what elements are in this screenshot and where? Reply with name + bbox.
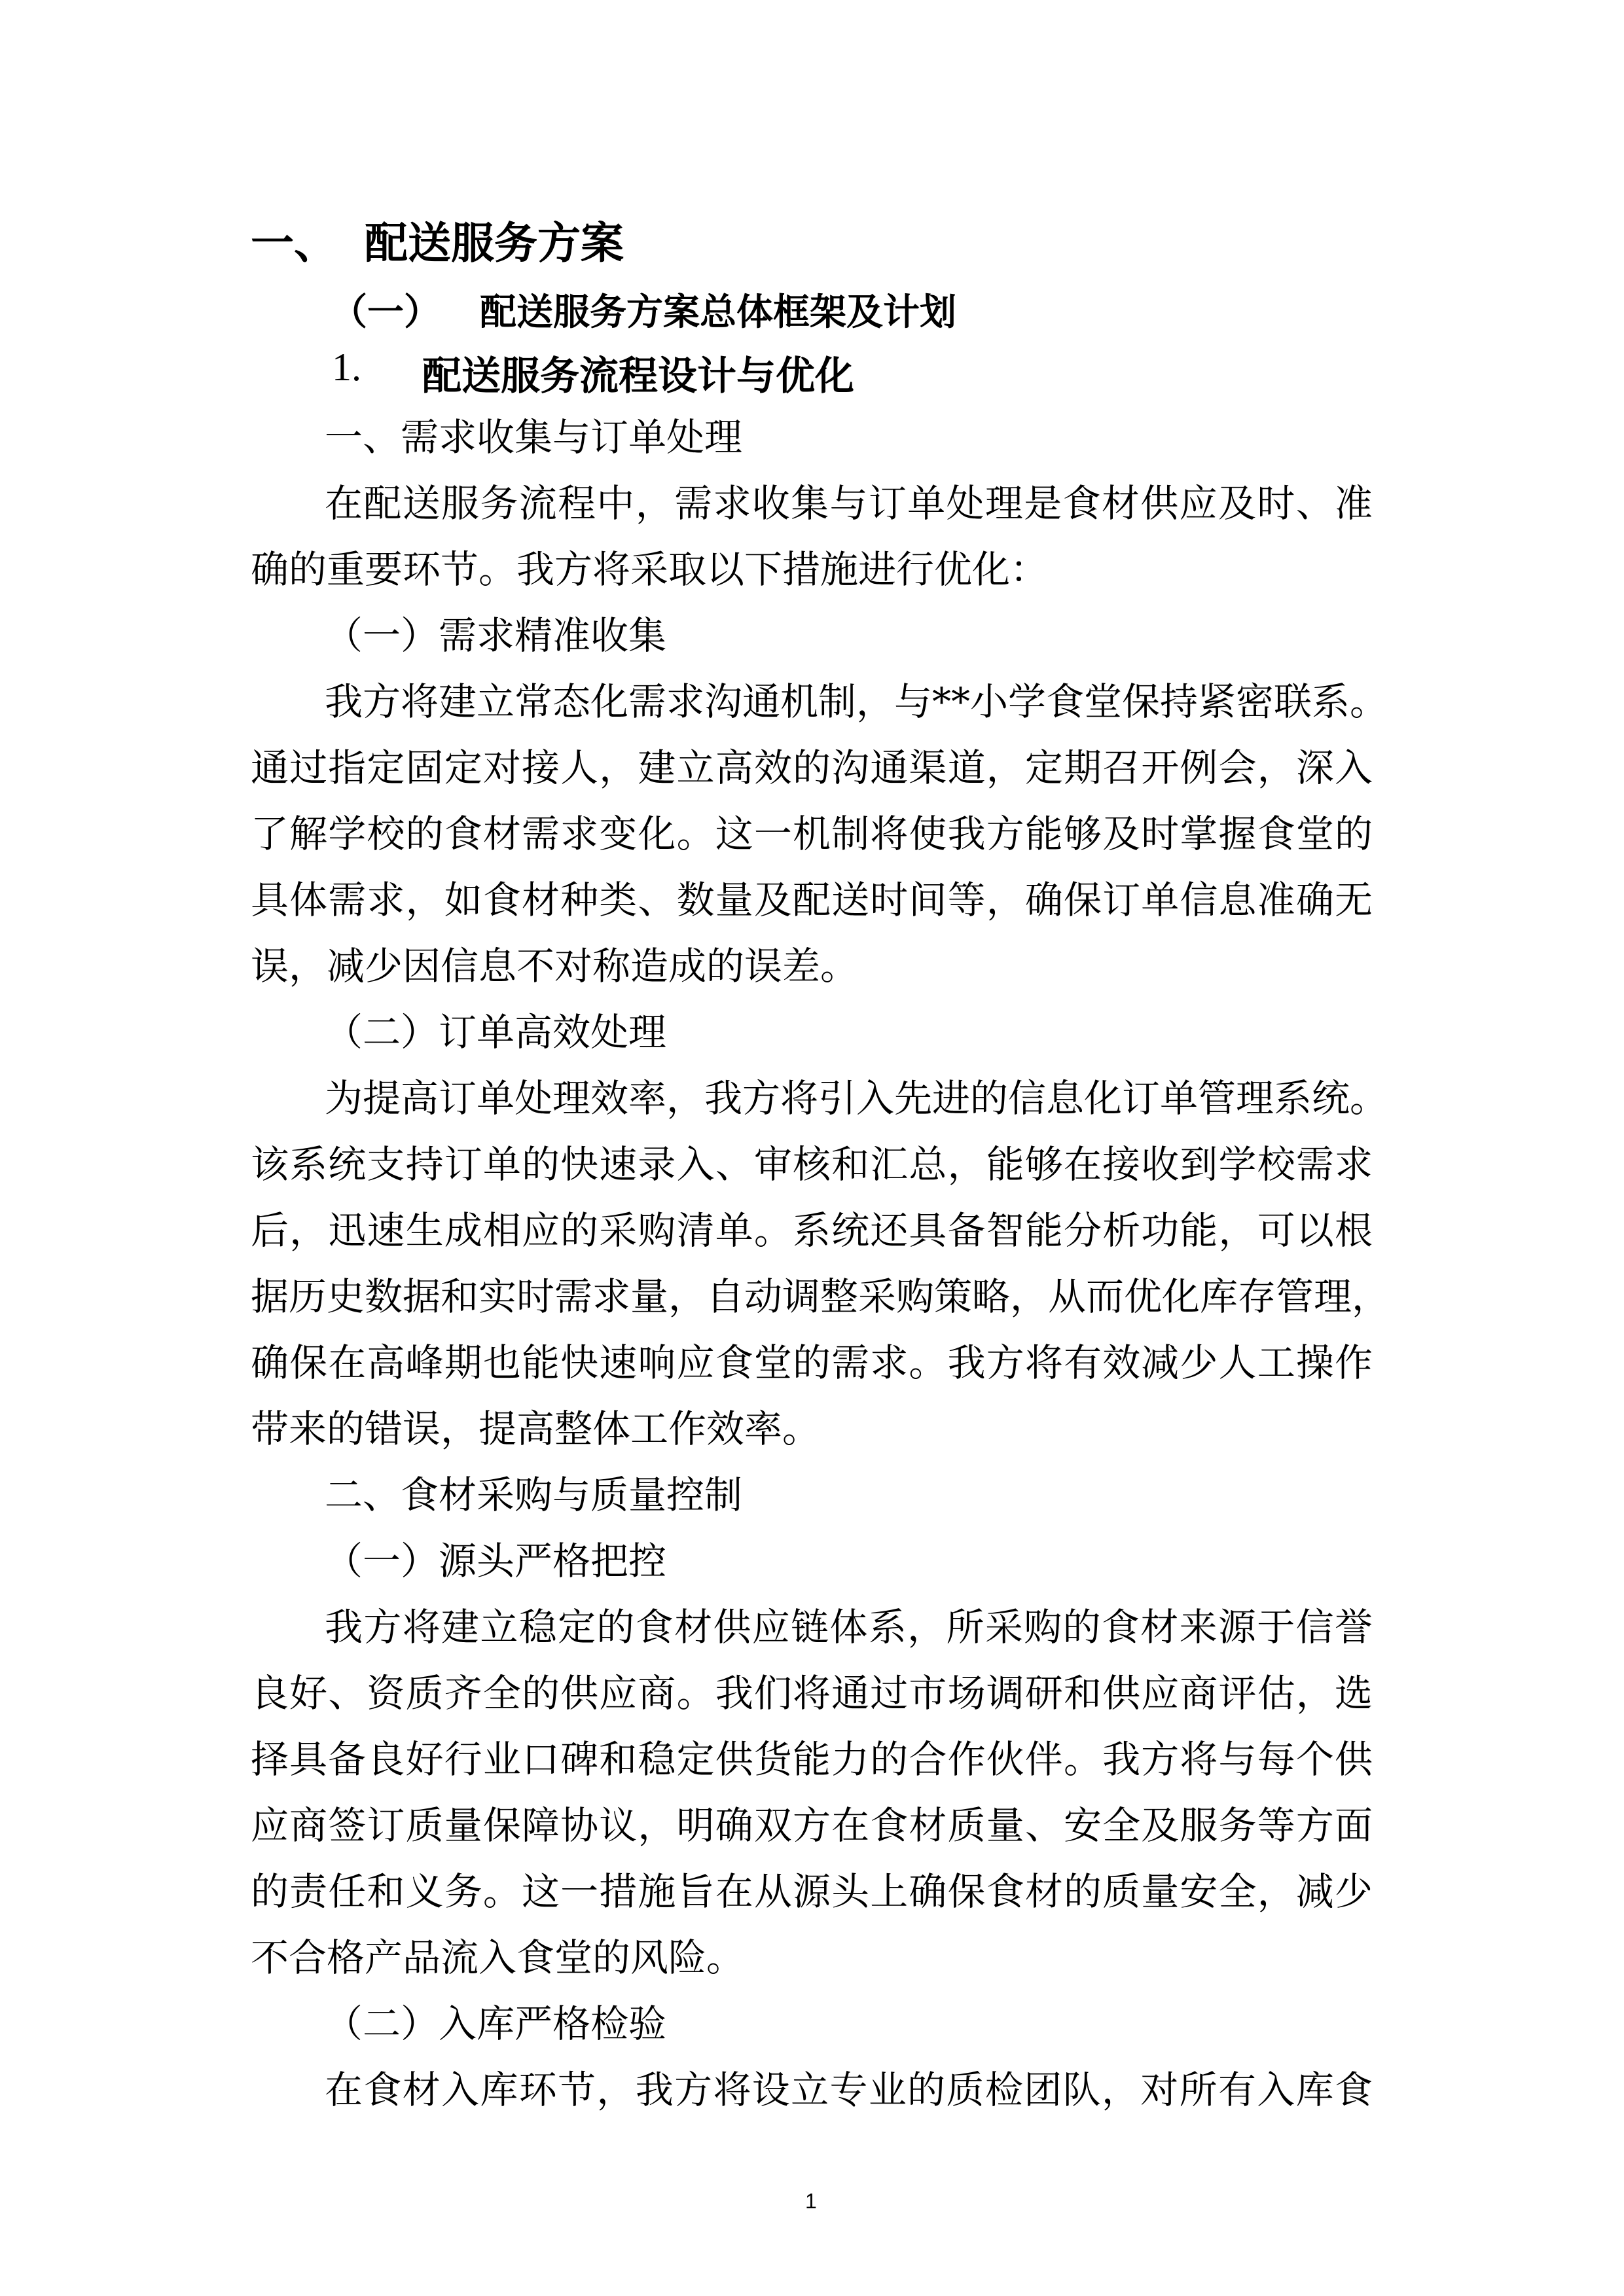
paragraph-line: 带来的错误，提高整体工作效率。 [251,1407,821,1451]
paragraph-line: 在配送服务流程中，需求收集与订单处理是食材供应及时、准 [325,481,1373,526]
paragraph-line: 在食材入库环节，我方将设立专业的质检团队，对所有入库食 [325,2068,1373,2112]
paragraph-line: 我方将建立稳定的食材供应链体系，所采购的食材来源于信誉 [325,1605,1373,1649]
heading-1-number: 一、 [251,218,337,268]
paragraph-line: 择具备良好行业口碑和稳定供货能力的合作伙伴。我方将与每个供 [251,1737,1373,1782]
section-subheading: （二）订单高效处理 [325,1010,667,1054]
paragraph-line: 具体需求，如食材种类、数量及配送时间等，确保订单信息准确无 [251,878,1373,922]
paragraph-line: 确保在高峰期也能快速响应食堂的需求。我方将有效减少人工操作 [251,1340,1373,1385]
paragraph-line: 后，迅速生成相应的采购清单。系统还具备智能分析功能，可以根 [251,1208,1373,1253]
section-subheading: （二）入库严格检验 [325,2001,667,2046]
heading-3-title: 配送服务流程设计与优化 [422,353,854,399]
page-number: 1 [805,2189,817,2213]
heading-2-title: 配送服务方案总体框架及计划 [480,291,956,334]
section-subheading: （一）源头严格把控 [325,1539,667,1583]
paragraph-line: 该系统支持订单的快速录入、审核和汇总，能够在接收到学校需求 [251,1142,1373,1187]
paragraph-line: 误，减少因信息不对称造成的误差。 [251,944,859,988]
paragraph-line: 不合格产品流入食堂的风险。 [251,1935,745,1980]
section-subheading: 二、食材采购与质量控制 [325,1473,743,1517]
paragraph-line: 良好、资质齐全的供应商。我们将通过市场调研和供应商评估，选 [251,1671,1373,1715]
section-subheading: （一）需求精准收集 [325,613,667,658]
paragraph-line: 据历史数据和实时需求量，自动调整采购策略，从而优化库存管理， [251,1274,1390,1319]
paragraph-line: 为提高订单处理效率，我方将引入先进的信息化订单管理系统。 [325,1076,1388,1121]
section-subheading: 一、需求收集与订单处理 [325,415,743,459]
paragraph-line: 通过指定固定对接人，建立高效的沟通渠道，定期召开例会，深入 [251,745,1373,790]
paragraph-line: 确的重要环节。我方将采取以下措施进行优化： [251,547,1049,592]
heading-1-title: 配送服务方案 [365,218,624,268]
heading-3-number: 1. [332,346,361,389]
paragraph-line: 我方将建立常态化需求沟通机制，与**小学食堂保持紧密联系。 [325,679,1388,724]
paragraph-line: 应商签订质量保障协议，明确双方在食材质量、安全及服务等方面 [251,1803,1373,1848]
heading-2-number: （一） [331,291,441,334]
paragraph-line: 的责任和义务。这一措施旨在从源头上确保食材的质量安全，减少 [251,1869,1373,1914]
paragraph-line: 了解学校的食材需求变化。这一机制将使我方能够及时掌握食堂的 [251,812,1373,856]
